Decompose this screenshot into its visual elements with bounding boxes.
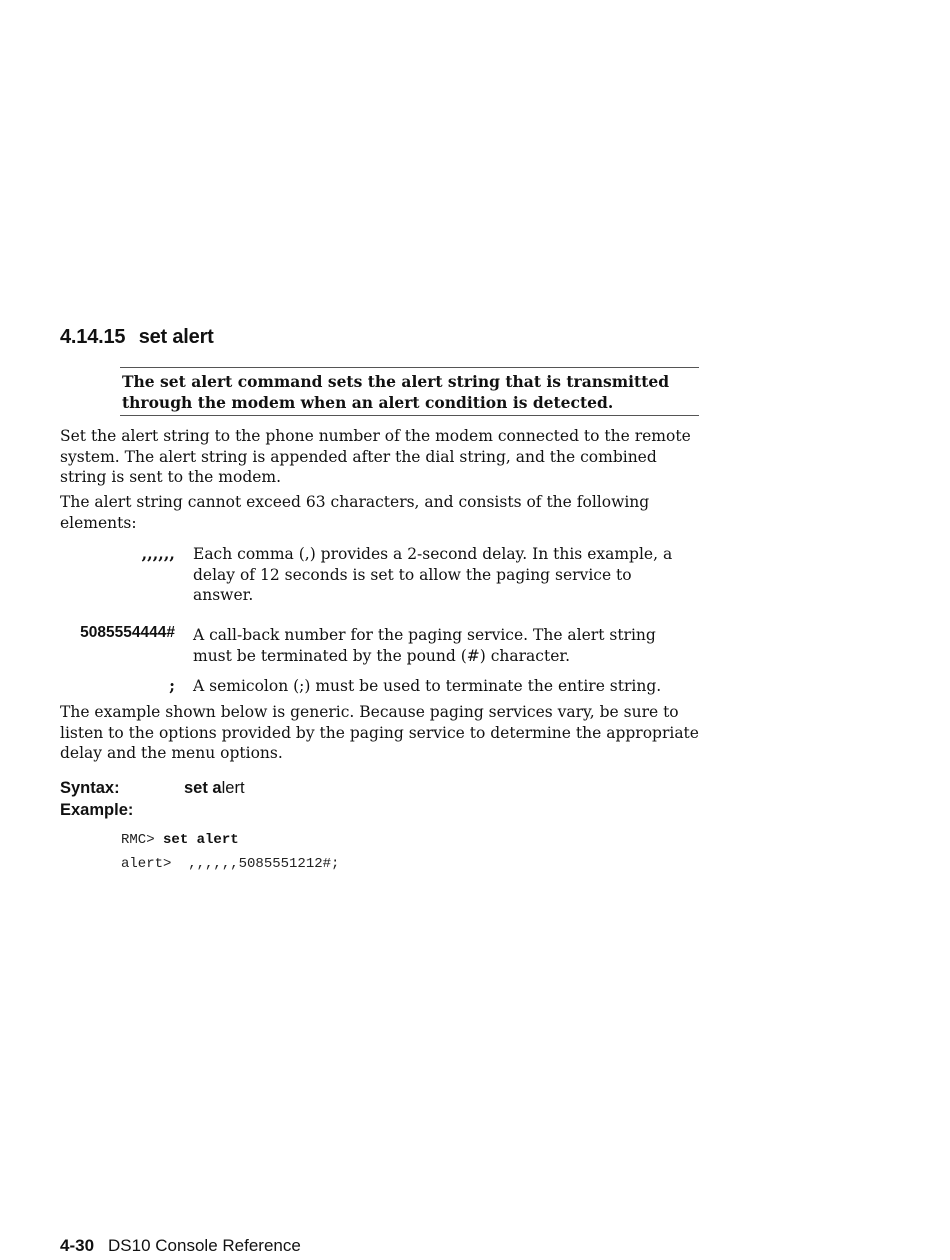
- element-term-callback-number: 5085554444#: [80, 624, 175, 641]
- example-prompt-2: alert>: [121, 856, 189, 872]
- syntax-value-rest: lert: [221, 779, 245, 797]
- page-number: 4-30: [60, 1236, 95, 1255]
- example-prompt-1: RMC>: [121, 832, 164, 848]
- element-desc-semicolon: A semicolon (;) must be used to terminate the entire string.: [193, 677, 662, 695]
- paragraph-example-note: The example shown below is generic. Because paging services vary, be sure to listen to the options provided by the paging service to determine the appropriate delay and the menu options.: [60, 703, 699, 762]
- section-title: set alert: [138, 326, 214, 348]
- element-desc-commas: Each comma (,) provides a 2-second delay. In this example, a delay of 12 seconds is set to allow the paging service to answer.: [193, 545, 673, 604]
- example-command-2: ,,,,,,5085551212#;: [188, 856, 340, 872]
- page-footer: [60, 1236, 301, 1256]
- section-heading: [60, 326, 214, 349]
- syntax-label: Syntax:: [60, 779, 120, 797]
- syntax-value: [184, 779, 245, 798]
- element-desc-callback-number: A call-back number for the paging service. The alert string must be terminated by the pound (#) character.: [193, 626, 656, 665]
- section-number: 4.14.15: [60, 326, 126, 348]
- example-label: Example:: [60, 801, 134, 819]
- paragraph-elements-intro: The alert string cannot exceed 63 characters, and consists of the following elements:: [60, 493, 650, 532]
- element-term-commas: ,,,,,,: [141, 544, 175, 563]
- example-line-1: [121, 832, 239, 848]
- document-title: DS10 Console Reference: [108, 1236, 301, 1255]
- syntax-value-bold: set a: [184, 779, 222, 797]
- paragraph-intro: Set the alert string to the phone number of the modem connected to the remote system. The alert string is appended after the dial string, and the combined string is sent to the modem.: [60, 427, 691, 486]
- summary-box: The set alert command sets the alert string that is transmitted through the modem when an alert condition is detected.: [120, 367, 699, 416]
- example-command-1: set alert: [163, 832, 239, 848]
- example-line-2: [121, 856, 339, 872]
- element-term-semicolon: ;: [169, 676, 175, 695]
